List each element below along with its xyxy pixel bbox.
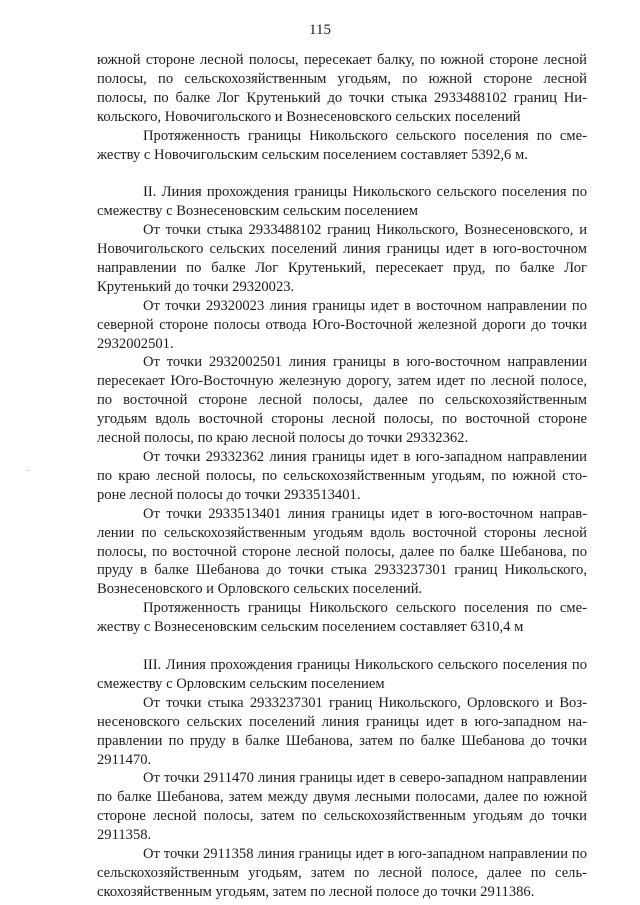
paragraph: От точки 29332362 линия границы идет в юго-западном направлении по краю лесной полосы, по сельскохозяйственным угодьям, по южной стороне лесной полосы до точки 2933513401. bbox=[97, 449, 587, 503]
page-number: 115 bbox=[309, 22, 331, 38]
section-gap bbox=[97, 637, 587, 656]
continuation-paragraph: южной стороне лесной полосы, пересекает балку, по южной стороне лесной полосы, по сельскохозяйственным угодьям, по южной стороне лесной полосы, по балке Лог Крутенький до точки стыка 2933488102 границ Никольского, Новочигольского и Вознесеновского сельских поселений bbox=[97, 52, 587, 125]
section-gap bbox=[97, 164, 587, 183]
length-paragraph-voznesenovskoe: Протяженность границы Никольского сельского поселения по смежеству с Вознесеновским сельским поселением составляет 6310,4 м bbox=[97, 600, 587, 636]
section-heading-2: II. Линия прохождения границы Никольского сельского поселения по смежеству с Вознесеновским сельским поселением bbox=[97, 184, 587, 220]
paragraph: От точки 2911358 линия границы идет в юго-западном направлении по сельскохозяйственным угодьям, затем по лесной полосе, далее по сельскохозяйственным угодьям, затем по лесной полосе до точки 2911386. bbox=[97, 846, 587, 900]
paragraph: От точки стыка 2933488102 границ Никольского, Вознесеновского, и Новочигольского сельских поселений линия границы идет в юго-восточном направлении по балке Лог Крутенький, пересекает пруд, по балке Лог Крутенький до точки 29320023. bbox=[97, 222, 587, 295]
section-heading-3: III. Линия прохождения границы Никольского сельского поселения по смежеству с Орловским сельским поселением bbox=[97, 656, 587, 692]
scan-artifact bbox=[28, 470, 29, 471]
paragraph: От точки 2932002501 линия границы в юго-восточном направлении пересекает Юго-Восточную железную дорогу, затем идет по лесной полосе, по восточной стороне лесной полосы, далее по сельскохозяйственным угодьям вдоль восточной стороны лесной полосы, по восточной стороне лесной полосы, по краю лесной полосы до точки 29332362. bbox=[97, 354, 587, 447]
length-paragraph-novochigolskoe: Протяженность границы Никольского сельского поселения по смежеству с Новочигольским сельским поселением составляет 5392,6 м. bbox=[97, 127, 587, 163]
paragraph: От точки 29320023 линия границы идет в восточном направлении по северной стороне полосы отвода Юго-Восточной железной дороги до точки 2932002501. bbox=[97, 297, 587, 352]
paragraph: От точки 2933513401 линия границы идет в юго-восточном направлении по сельскохозяйственным угодьям вдоль восточной стороны лесной полосы, по восточной стороне лесной полосы, далее по балке Шебанова, по пруду в балке Шебанова до точки стыка 2933237301 границ Никольского, Вознесеновского и Орловского сельских поселений. bbox=[97, 505, 587, 598]
paragraph: От точки стыка 2933237301 границ Никольского, Орловского и Вознесеновского сельских поселений линия границы идет в юго-западном направлении по пруду в балке Шебанова, затем по балке Шебанова до точки 2911470. bbox=[97, 694, 587, 768]
paragraph: От точки 2911470 линия границы идет в северо-западном направлении по балке Шебанова, затем между двумя лесными полосами, далее по южной стороне лесной полосы, затем по сельскохозяйственным угодьям до точки 2911358. bbox=[97, 770, 587, 844]
document-body bbox=[97, 51, 587, 902]
